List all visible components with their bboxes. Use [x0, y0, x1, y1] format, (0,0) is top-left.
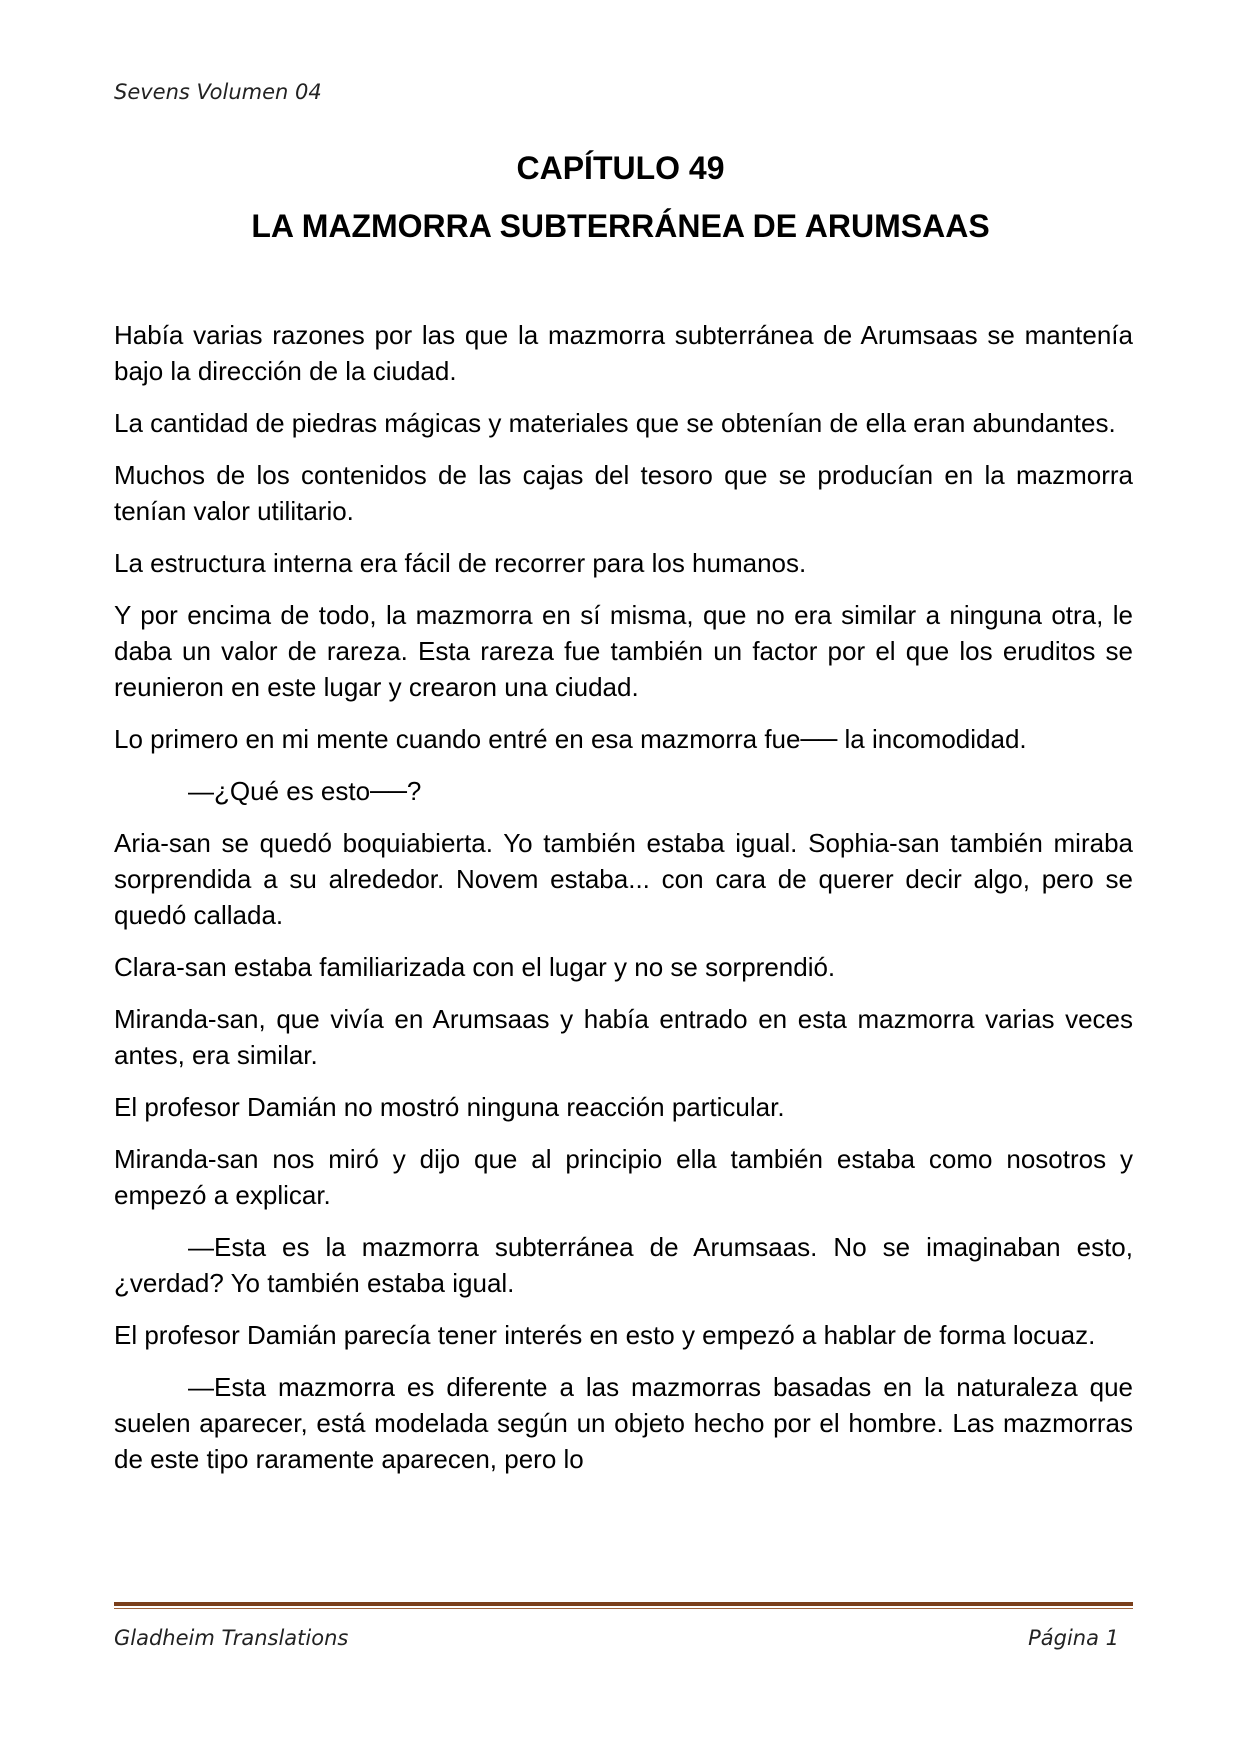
paragraph: La estructura interna era fácil de recorrer para los humanos. [114, 548, 807, 578]
paragraph: Miranda-san, que vivía en Arumsaas y había entrado en esta mazmorra varias veces antes, era similar. [114, 1004, 1133, 1070]
paragraph: Lo primero en mi mente cuando entré en esa mazmorra fue── la incomodidad. [114, 724, 1027, 754]
dialog-paragraph: —Esta mazmorra es diferente a las mazmorras basadas en la naturaleza que suelen aparecer, está modelada según un objeto hecho por el hombre. Las mazmorras de este tipo raramente aparecen, pero lo [114, 1372, 1133, 1474]
paragraph: Y por encima de todo, la mazmorra en sí misma, que no era similar a ninguna otra, le daba un valor de rareza. Esta rareza fue también un factor por el que los eruditos se reunieron en este lugar y crearon una ciudad. [114, 600, 1133, 702]
running-header: Sevens Volumen 04 [114, 80, 322, 104]
footer-credit: Gladheim Translations [114, 1626, 349, 1650]
paragraph: Miranda-san nos miró y dijo que al principio ella también estaba como nosotros y empezó a explicar. [114, 1144, 1133, 1210]
chapter-title: LA MAZMORRA SUBTERRÁNEA DE ARUMSAAS [251, 208, 990, 244]
chapter-number: CAPÍTULO 49 [516, 150, 725, 186]
paragraph: Clara-san estaba familiarizada con el lugar y no se sorprendió. [114, 952, 836, 982]
paragraph: El profesor Damián parecía tener interés en esto y empezó a hablar de forma locuaz. [114, 1320, 1096, 1350]
dialog-paragraph: —Esta es la mazmorra subterránea de Arumsaas. No se imaginaban esto, ¿verdad? Yo también estaba igual. [114, 1232, 1133, 1298]
paragraph: Había varias razones por las que la mazmorra subterránea de Arumsaas se mantenía bajo la dirección de la ciudad. [114, 320, 1133, 386]
paragraph: Muchos de los contenidos de las cajas del tesoro que se producían en la mazmorra tenían valor utilitario. [114, 460, 1133, 526]
page-number: Página 1 [1028, 1626, 1119, 1650]
dialog-paragraph: —¿Qué es esto──? [188, 776, 422, 806]
paragraph: El profesor Damián no mostró ninguna reacción particular. [114, 1092, 785, 1122]
footer-divider [114, 1602, 1133, 1606]
footer-divider-thin [114, 1608, 1133, 1609]
body-text [114, 317, 1133, 1493]
paragraph: La cantidad de piedras mágicas y materiales que se obtenían de ella eran abundantes. [114, 408, 1116, 438]
paragraph: Aria-san se quedó boquiabierta. Yo también estaba igual. Sophia-san también miraba sorprendida a su alrededor. Novem estaba... con cara de querer decir algo, pero se quedó callada. [114, 828, 1133, 930]
